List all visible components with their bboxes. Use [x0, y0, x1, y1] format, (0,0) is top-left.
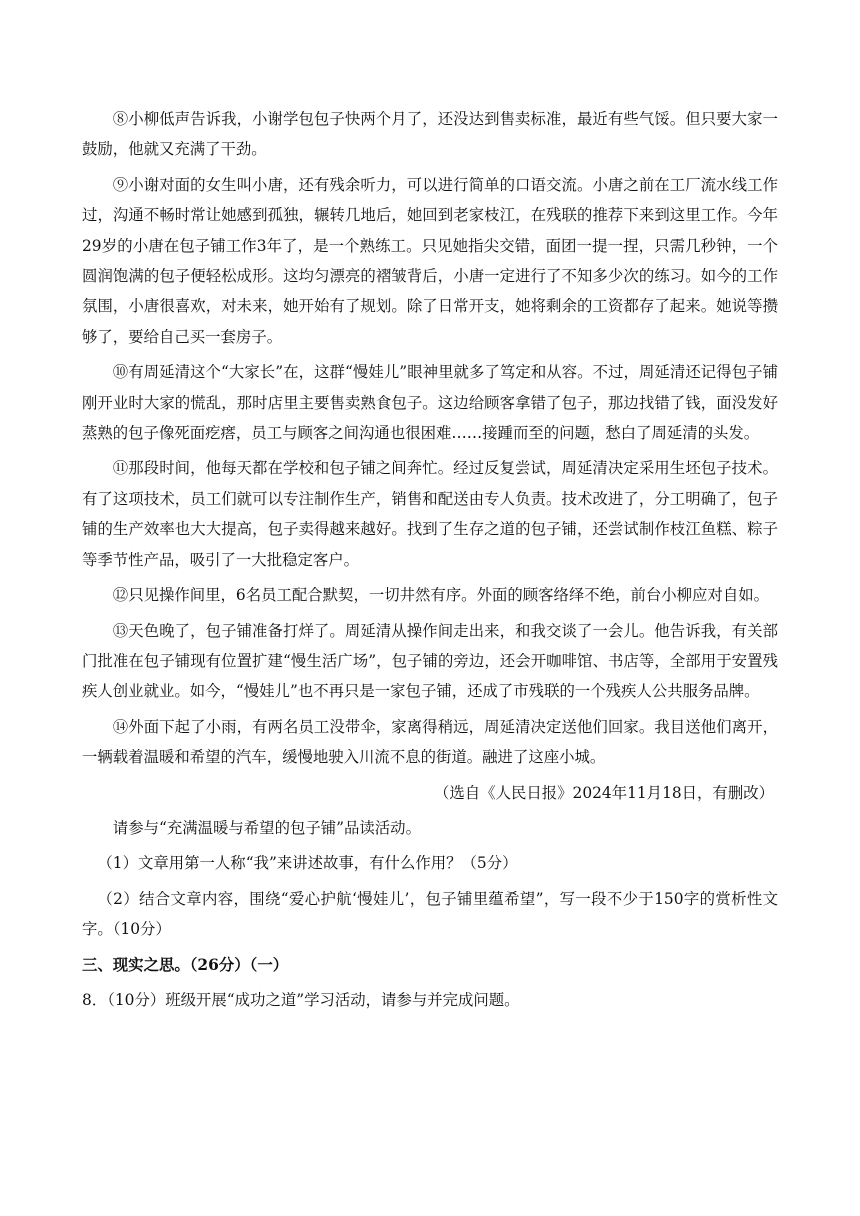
paragraph-11: ⑪那段时间，他每天都在学校和包子铺之间奔忙。经过反复尝试，周延清决定采用生坯包子技术。有了这项技术，员工们就可以专注制作生产，销售和配送由专人负责。技术改进了，分工明确了，包子铺的生产效率也大大提高，包子卖得越来越好。找到了生存之道的包子铺，还尝试制作枝江鱼糕、粽子等季节性产品，吸引了一大批稳定客户。: [82, 459, 778, 569]
section-title: 三、现实之思。（26分）（一）: [82, 955, 289, 974]
paragraph-12: ⑫只见操作间里，6名员工配合默契，一切井然有序。外面的顾客络绎不绝，前台小柳应对自如。: [112, 586, 769, 605]
sub-question-1: （1）文章用第一人称“我”来讲述故事，有什么作用？（5分）: [97, 854, 518, 873]
document-page: [82, 104, 778, 1015]
paragraph-9: ⑨小谢对面的女生叫小唐，还有残余听力，可以进行简单的口语交流。小唐之前在工厂流水线工作过，沟通不畅时常让她感到孤独，辗转几地后，她回到老家枝江，在残联的推荐下来到这里工作。今年29岁的小唐在包子铺工作3年了，是一个熟练工。只见她指尖交错，面团一提一捏，只需几秒钟，一个圆润饱满的包子便轻松成形。这均匀漂亮的褶皱背后，小唐一定进行了不知多少次的练习。如今的工作氛围，小唐很喜欢，对未来，她开始有了规划。除了日常开支，她将剩余的工资都存了起来。她说等攒够了，要给自己买一套房子。: [82, 175, 778, 346]
paragraph-13: ⑬天色晚了，包子铺准备打烊了。周延清从操作间走出来，和我交谈了一会儿。他告诉我，有关部门批准在包子铺现有位置扩建“慢生活广场”，包子铺的旁边，还会开咖啡馆、书店等，全部用于安置残疾人创业就业。如今，“慢娃儿”也不再只是一家包子铺，还成了市残联的一个残疾人公共服务品牌。: [82, 621, 778, 701]
paragraph-14: ⑭外面下起了小雨，有两名员工没带伞，家离得稍远，周延清决定送他们回家。我目送他们离开，一辆载着温暖和希望的汽车，缓慢地驶入川流不息的街道。融进了这座小城。: [82, 717, 778, 767]
question-intro: 请参与“充满温暖与希望的包子铺”品读活动。: [112, 818, 421, 837]
sub-question-2: （2）结合文章内容，围绕“爱心护航‘慢娃儿’，包子铺里蕴希望”，写一段不少于150字的赏析性文字。（10分）: [82, 889, 778, 939]
paragraph-8: ⑧小柳低声告诉我，小谢学包包子快两个月了，还没达到售卖标准，最近有些气馁。但只要大家一鼓励，他就又充满了干劲。: [82, 110, 778, 159]
article-source: （选自《人民日报》2024年11月18日，有删改）: [434, 783, 774, 802]
paragraph-10: ⑩有周延清这个“大家长”在，这群“慢娃儿”眼神里就多了笃定和从容。不过，周延清还记得包子铺刚开业时大家的慌乱，那时店里主要售卖熟食包子。这边给顾客拿错了包子，那边找错了钱，面没发好蒸熟的包子像死面疙瘩，员工与顾客之间沟通也很困难……接踵而至的问题，愁白了周延清的头发。: [82, 363, 778, 443]
task-8: 8．（10分）班级开展“成功之道”学习活动，请参与并完成问题。: [82, 990, 520, 1009]
